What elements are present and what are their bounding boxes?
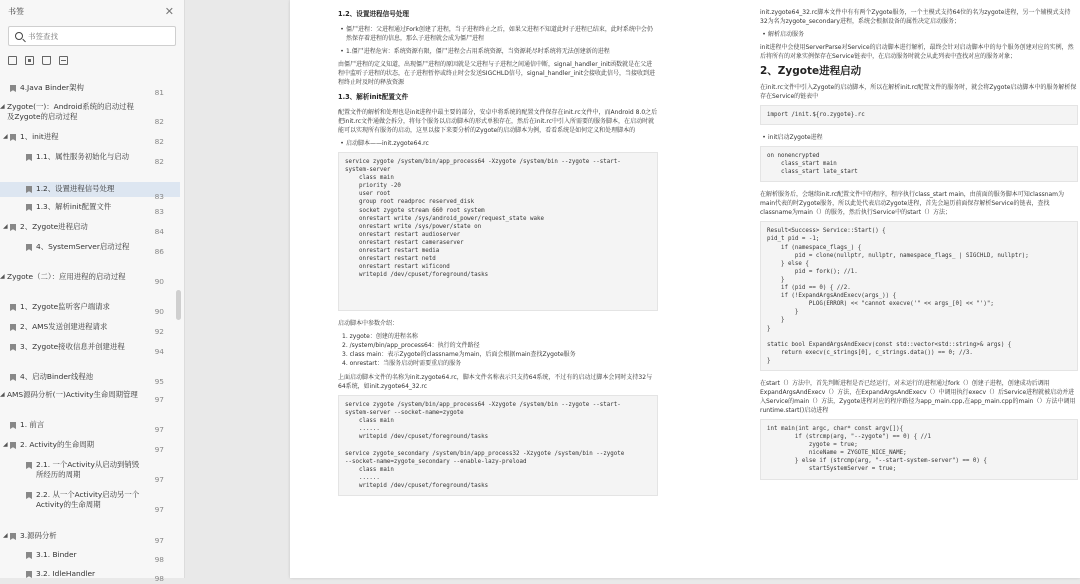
expand-all-icon[interactable] — [8, 56, 17, 65]
left-column — [338, 8, 658, 504]
bullet-item: • init启动Zygote进程 — [760, 133, 1078, 142]
bookmark-icon — [10, 224, 16, 231]
collapse-all-icon[interactable] — [25, 56, 34, 65]
code-block: service zygote /system/bin/app_process64 -Xzygote /system/bin --zygote --start- system-server class main priority -20 user root group root readproc reserved_disk socket zygote stream 660 root system onrestart write /sys/android_power/request_state wake onrestart write /sys/power/state on onrestart restart audioserver onrestart restart cameraserver onrestart restart media onrestart restart netd onrestart restart wificond writepid /dev/cpuset/foreground/tasks — [338, 152, 658, 311]
bookmark-search-input[interactable] — [28, 32, 158, 41]
add-bookmark-icon[interactable] — [42, 56, 51, 65]
list-item: 3. class main：表示Zygote的classname为main，后面会根据main查找Zygote服务 — [342, 351, 576, 358]
document-viewport[interactable] — [185, 0, 1080, 578]
bookmark-icon — [26, 571, 32, 578]
bookmark-item[interactable]: ◢ Zygote(一)：Android系统的启动过程及Zygote的启动过程 82 — [0, 102, 164, 126]
page-number: 97 — [154, 395, 164, 404]
delete-bookmark-icon[interactable] — [59, 56, 68, 65]
list-item: 1. zygote：创建的进程名称 — [342, 333, 418, 340]
paragraph: init进程中会使用ServerParse对Service的启动脚本进行解析，最终会针对启动脚本中的每个服务创建对应的实例，然后将所有的对象实例保存在Service链表中，在启动服务时就会从此列表中查找对应的服务对象； — [760, 44, 1074, 60]
page-number: 97 — [154, 445, 164, 454]
paragraph: 启动脚本中参数介绍： — [338, 320, 399, 327]
close-icon[interactable]: ✕ — [164, 4, 174, 18]
bookmark-icon — [26, 552, 32, 559]
code-block: service zygote /system/bin/app_process64 -Xzygote /system/bin --zygote --start- system-server --socket-name=zygote class main ...... writepid /dev/cpuset/foreground/tasks service zygote_secondary /system/bin/app_process32 -Xzygote /system/bin --zygote --socket-name=zygote_secondary --enable-lazy-preload class main ...... writepid /dev/cpuset/foreground/tasks — [338, 395, 658, 496]
paragraph: 在start（）方法中，首先判断进程是否已经运行，对未运行的进程通过fork（）创建子进程，创建成功后调用ExpandArgsAndExecv（）方法，在ExpandArgsAndExecv（）中调用执行execv（）后Service进程就被启动并进入Service的main（）方法，Zygote进程对应的程序路径为app_main.cpp,在app_main.cpp的main（）方法中调用runtime.start()启动进程 — [760, 379, 1076, 414]
bookmark-icon — [10, 442, 16, 449]
page-number: 98 — [154, 574, 164, 583]
bookmark-item[interactable]: 3、Zygote接收信息并创建进程 94 — [0, 342, 180, 352]
page-number: 84 — [154, 227, 164, 236]
bookmark-icon — [26, 186, 32, 193]
bookmark-item-selected[interactable]: 1.2、设置进程信号处理 83 — [0, 182, 180, 197]
page-number: 95 — [154, 377, 164, 386]
paragraph: 上面启动脚本文件的名称为init.zygote64.rc，脚本文件名称表示只支持64系统，不过有的启动过脚本会同时支持32与64系统，如init.zygote64_32.rc — [338, 374, 653, 390]
bookmark-icon — [26, 204, 32, 211]
sidebar-scrollbar[interactable] — [176, 290, 181, 320]
bullet-item: • 1.僵尸进程危害：系统资源有限，僵尸进程会占用系统资源，当资源耗尽时系统将无法创建新的进程 — [338, 47, 658, 56]
bookmark-search-box[interactable] — [8, 26, 176, 46]
bookmark-item[interactable]: 1. 前言 97 — [0, 420, 180, 430]
page-number: 97 — [154, 505, 164, 514]
sidebar-header — [0, 0, 184, 22]
chapter-heading: 2、Zygote进程启动 — [760, 65, 862, 77]
bullet-item: • 解析启动服务 — [760, 30, 1078, 39]
bookmark-icon — [10, 422, 16, 429]
page-number: 98 — [154, 555, 164, 564]
collapse-arrow-icon[interactable]: ◢ — [0, 391, 5, 398]
bookmark-icon — [10, 374, 16, 381]
bookmark-item[interactable]: 3.2. IdleHandler 98 — [0, 569, 180, 579]
collapse-arrow-icon[interactable]: ◢ — [0, 273, 5, 280]
page-number: 97 — [154, 536, 164, 545]
page-number: 90 — [154, 277, 164, 286]
bookmark-item[interactable]: 4、SystemServer启动过程 86 — [0, 242, 180, 252]
sidebar-toolbar — [8, 52, 176, 68]
bookmark-item[interactable]: ◢ Zygote（二）：应用进程的启动过程 90 — [0, 272, 164, 286]
page-number: 90 — [154, 307, 164, 316]
bookmark-item[interactable]: 4.Java Binder架构 81 — [0, 83, 180, 93]
bookmark-item[interactable]: 2.2. 从一个Activity启动另一个Activity的生命周期 97 — [0, 490, 180, 510]
bookmark-item[interactable]: 1.3、解析init配置文件 83 — [0, 202, 180, 212]
section-heading: 1.2、设置进程信号处理 — [338, 10, 410, 18]
bookmark-icon — [10, 344, 16, 351]
bookmark-icon — [10, 533, 16, 540]
page-number: 81 — [154, 88, 164, 97]
bookmark-icon — [10, 324, 16, 331]
sidebar-title: 书签 — [8, 6, 24, 16]
bookmark-icon — [26, 462, 32, 469]
bookmark-icon — [10, 134, 16, 141]
collapse-arrow-icon[interactable]: ◢ — [3, 532, 8, 539]
list-item: 2. /system/bin/app_process64：执行的文件路径 — [342, 342, 480, 349]
bullet-item: • 僵尸进程：父进程通过Fork创建了进程，当子进程终止之后，如果父进程不知道此时子进程已结束，此时系统中会仍然保存着进程的信息，那么子进程就会成为僵尸进程 — [338, 25, 658, 43]
collapse-arrow-icon[interactable]: ◢ — [3, 223, 8, 230]
bullet-item: • 启动脚本——init.zygote64.rc — [338, 139, 658, 148]
bookmark-icon — [26, 492, 32, 499]
bookmark-item[interactable]: ◢ 2. Activity的生命周期 97 — [3, 440, 164, 454]
ordered-list — [338, 332, 658, 368]
page-number: 86 — [154, 247, 164, 256]
bookmark-item[interactable]: ◢ AMS源码分析(一)Activity生命周期管理 97 — [0, 390, 164, 404]
code-block: on nonencrypted class_start main class_start late_start — [760, 146, 1078, 182]
page-number: 97 — [154, 425, 164, 434]
page-number: 94 — [154, 347, 164, 356]
paragraph: 在init.rc文件中引入Zygote的启动脚本，所以在解析init.rc配置文件的服务时，就会将Zygote启动脚本中的服务解析保存在Service的链表中 — [760, 84, 1077, 100]
bookmark-item[interactable]: 2.1. 一个Activity从启动到销毁所经历的周期 97 — [0, 460, 180, 480]
paragraph: init.zygote64_32.rc脚本文件中有有两个Zygote服务，一个主模式支持64位的名为zygote进程，另一个辅模式支持32为名为zygote_secondary进程，系统会根据设备的属性决定启动服务； — [760, 9, 1071, 25]
bookmark-icon — [26, 154, 32, 161]
paragraph: 配置文件的解析和处理也是init进程中最主要的部分，安卓中将系统的配置文件保存在init.rc文件中，而Android 8.0之后把init.rc文件通做会拆分，将每个服务以启动脚本的形式单独存在，然后在init.rc中引入所需要的服务脚本，在启动时就能可以实现所有服务的启动，这里以接下来要分析的Zygote的启动脚本为例，看看系统是如何定义和处理脚本的 — [338, 109, 658, 134]
bookmark-icon — [10, 304, 16, 311]
page-number: 83 — [154, 207, 164, 216]
collapse-arrow-icon[interactable]: ◢ — [0, 103, 5, 110]
bookmark-item[interactable]: 2、AMS发送创建进程请求 92 — [0, 322, 180, 332]
bookmark-icon — [26, 244, 32, 251]
bookmark-item[interactable]: 3.1. Binder 98 — [0, 550, 180, 560]
search-icon — [15, 32, 23, 40]
section-heading: 1.3、解析init配置文件 — [338, 93, 409, 101]
code-block: import /init.${ro.zygote}.rc — [760, 105, 1078, 125]
bookmarks-sidebar — [0, 0, 185, 583]
page-number: 82 — [154, 137, 164, 146]
page-number: 97 — [154, 475, 164, 484]
collapse-arrow-icon[interactable]: ◢ — [3, 133, 8, 140]
code-block: int main(int argc, char* const argv[]){ if (strcmp(arg, "--zygote") == 0) { //1 zygote = true; niceName = ZYGOTE_NICE_NAME; } else if (strcmp(arg, "--start-system-server") == 0) { startSystemServer = true; — [760, 419, 1078, 480]
document-page — [290, 0, 1080, 578]
collapse-arrow-icon[interactable]: ◢ — [3, 441, 8, 448]
paragraph: 在解析服务后，会继续init.rc配置文件中的程序，程序执行class_start main，由前面的服务脚本可知classnam为main代表的时Zygote服务，所以此处代表启动Zygote进程，首先会遍历前面保存解析Service的链表，查找classname为main（）的服务，然后执行Service中的start（）方法； — [760, 191, 1065, 217]
bookmark-icon — [10, 85, 16, 92]
bookmark-item[interactable]: ◢ 2、Zygote进程启动 84 — [3, 222, 164, 236]
bookmark-item[interactable]: ◢ 3.源码分析 97 — [3, 531, 164, 545]
paragraph: 由僵尸进程的定义知道，出现僵尸进程的原因就是父进程与子进程之间通信中断，signal_handler_init函数就是在父进程中监听子进程的状态，在子进程暂停或终止时会发送SIGCHLD信号，signal_handler_init会接收此信号，当接收到进程终止时及时的释放资源 — [338, 61, 656, 86]
right-column — [760, 8, 1078, 488]
bookmark-item[interactable]: ◢ 1、init进程 82 — [3, 132, 164, 146]
page-number: 92 — [154, 327, 164, 336]
bookmark-item[interactable]: 1.1、属性服务初始化与启动 82 — [0, 152, 180, 162]
bookmark-item[interactable]: 1、Zygote监听客户端请求 90 — [0, 302, 180, 312]
bookmark-item[interactable]: 4、启动Binder线程池 95 — [0, 372, 180, 382]
code-block: Result<Success> Service::Start() { pid_t pid = -1; if (namespace_flags_) { pid = clone(nullptr, nullptr, namespace_flags_ | SIGCHLD, nullptr); } else { pid = fork(); //1. } if (pid == 0) { //2. if (!ExpandArgsAndExecv(args_)) { PLOG(ERROR) << "cannot execve('" << args_[0] << "')"; } } } static bool ExpandArgsAndExecv(const std::vector<std::string>& args) { return execv(c_strings[0], c_strings.data()) == 0; //3. } — [760, 221, 1078, 371]
page-number: 83 — [154, 192, 164, 201]
list-item: 4. onrestart：当服务启动时需要重启的服务 — [342, 360, 462, 367]
page-number: 82 — [154, 157, 164, 166]
page-number: 82 — [154, 117, 164, 126]
